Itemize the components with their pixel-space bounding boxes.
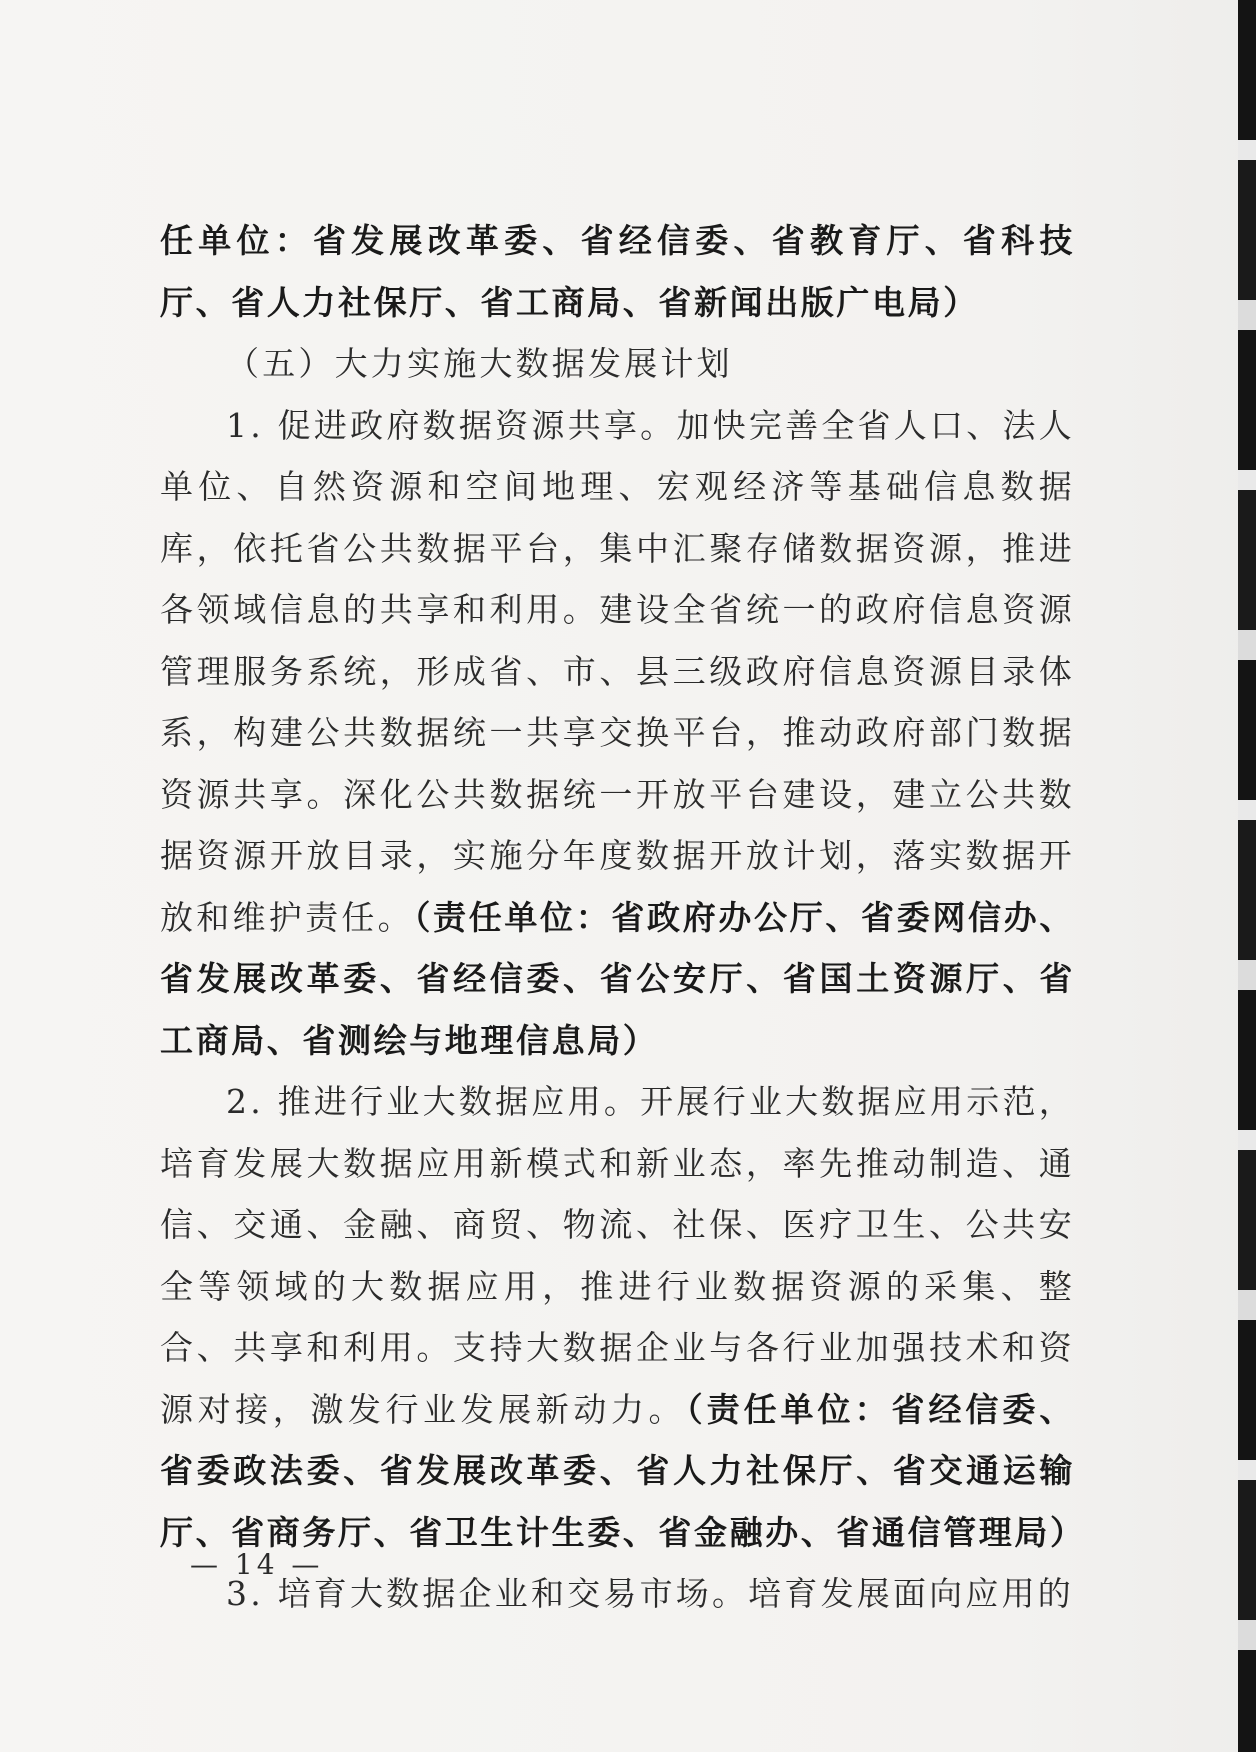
document-body (160, 210, 1086, 1625)
item-2-text: 2. 推进行业大数据应用。开展行业大数据应用示范，培育发展大数据应用新模式和新业态，率先推动制造、通信、交通、金融、商贸、物流、社保、医疗卫生、公共安全等领域的大数据应用，推进行业数据资源的采集、整合、共享和利用。支持大数据企业与各行业加强技术和资源对接，激发行业发展新动力。 (160, 1082, 1075, 1429)
scan-binding-edge (1238, 0, 1256, 1752)
item-2-paragraph (160, 1071, 1086, 1563)
responsibility-continuation: 任单位：省发展改革委、省经信委、省教育厅、省科技厅、省人力社保厅、省工商局、省新闻出版广电局） (160, 221, 1075, 322)
item-3-text: 3. 培育大数据企业和交易市场。培育发展面向应用的 (226, 1574, 1074, 1613)
item-1-paragraph (160, 395, 1075, 1072)
section-heading-5: （五）大力实施大数据发展计划 (226, 344, 733, 383)
item-1-responsibility: （责任单位：省政府办公厅、省委网信办、省发展改革委、省经信委、省公安厅、省国土资源厅、省工商局、省测绘与地理信息局） (160, 897, 1075, 1060)
item-1-text: 1. 促进政府数据资源共享。加快完善全省人口、法人单位、自然资源和空间地理、宏观经济等基础信息数据库，依托省公共数据平台，集中汇聚存储数据资源，推进各领域信息的共享和利用。建设全省统一的政府信息资源管理服务系统，形成省、市、县三级政府信息资源目录体系，构建公共数据统一共享交换平台，推动政府部门数据资源共享。深化公共数据统一开放平台建设，建立公共数据资源开放目录，实施分年度数据开放计划，落实数据开放和维护责任。 (160, 405, 1075, 937)
item-2-responsibility: （责任单位：省经信委、省委政法委、省发展改革委、省人力社保厅、省交通运输厅、省商务厅、省卫生计生委、省金融办、省通信管理局） (160, 1389, 1086, 1552)
page-number: — 14 — (190, 1548, 324, 1581)
